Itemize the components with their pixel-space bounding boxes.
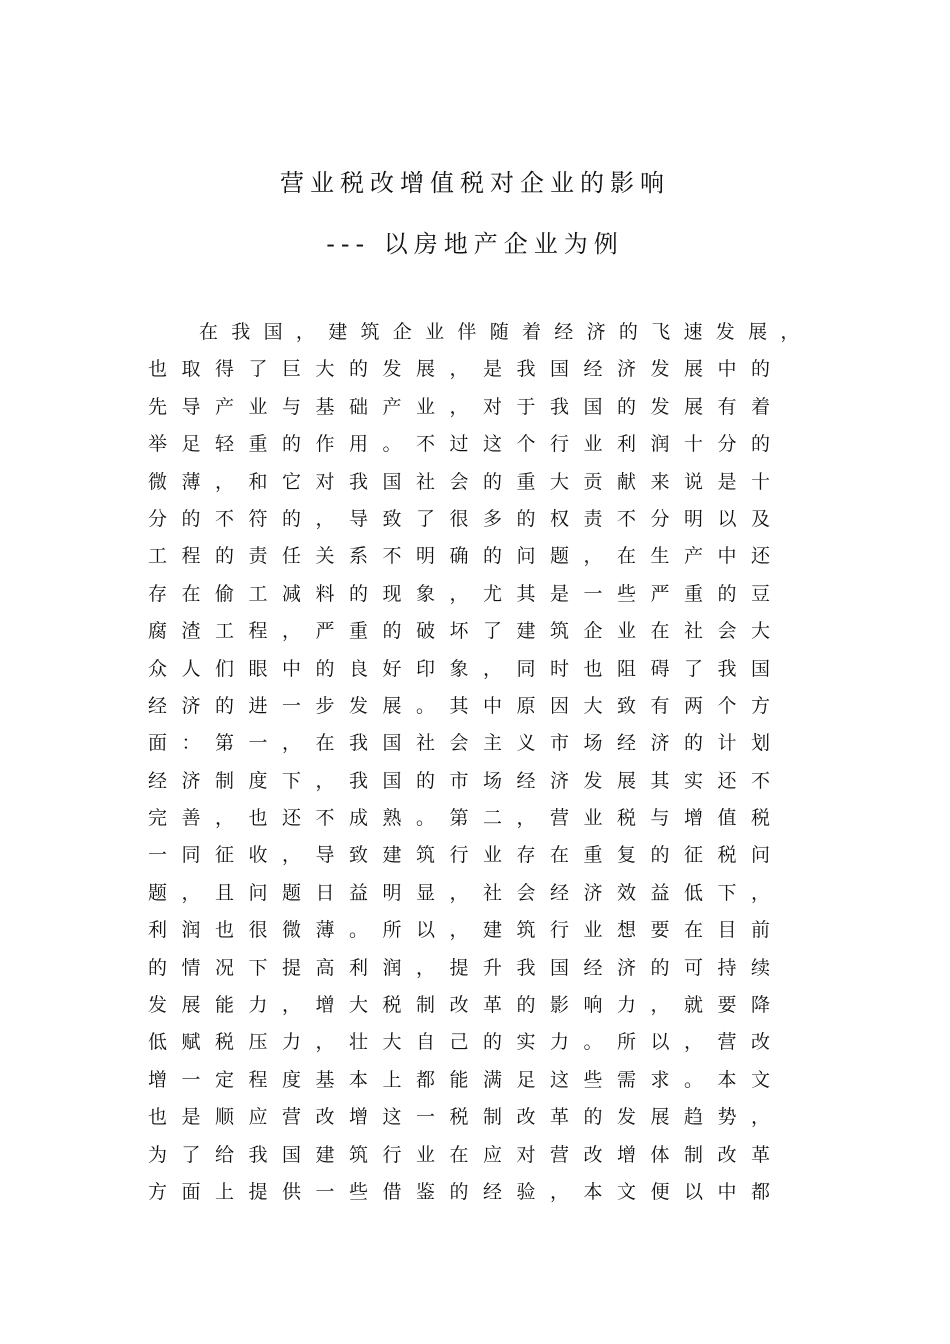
body-line: 一同征收，导致建筑行业存在重复的征税问 — [148, 844, 785, 867]
body-line: 举足轻重的作用。不过这个行业利润十分的 — [148, 433, 785, 456]
body-line: 微薄，和它对我国社会的重大贡献来说是十 — [148, 470, 785, 493]
body-line: 经济的进一步发展。其中原因大致有两个方 — [148, 694, 785, 717]
body-line: 分的不符的，导致了很多的权责不分明以及 — [148, 507, 785, 530]
body-line: 众人们眼中的良好印象，同时也阻碍了我国 — [148, 657, 785, 680]
body-line: 也取得了巨大的发展，是我国经济发展中的 — [148, 358, 785, 381]
body-line: 面：第一，在我国社会主义市场经济的计划 — [148, 732, 785, 755]
body-line: 存在偷工减料的现象，尤其是一些严重的豆 — [148, 582, 785, 605]
body-line: 工程的责任关系不明确的问题，在生产中还 — [148, 545, 785, 568]
body-line: 方面上提供一些借鉴的经验，本文便以中都 — [148, 1180, 785, 1203]
body-line: 也是顺应营改增这一税制改革的发展趋势， — [148, 1106, 785, 1129]
body-line: 利润也很微薄。所以，建筑行业想要在目前 — [148, 919, 785, 942]
document-title: 营业税改增值税对企业的影响 — [280, 169, 670, 197]
body-line: 题，且问题日益明显，社会经济效益低下， — [148, 881, 785, 904]
body-line: 低赋税压力，壮大自己的实力。所以，营改 — [148, 1031, 785, 1054]
body-line: 的情况下提高利润，提升我国经济的可持续 — [148, 956, 785, 979]
body-line: 发展能力，增大税制改革的影响力，就要降 — [148, 994, 785, 1017]
body-line: 完善，也还不成熟。第二，营业税与增值税 — [148, 807, 785, 830]
body-line: 经济制度下，我国的市场经济发展其实还不 — [148, 769, 785, 792]
body-line: 腐渣工程，严重的破坏了建筑企业在社会大 — [148, 620, 785, 643]
body-line: 为了给我国建筑行业在应对营改增体制改革 — [148, 1143, 785, 1166]
document-subtitle: --- 以房地产企业为例 — [326, 230, 624, 258]
body-paragraph — [148, 314, 828, 1211]
body-line: 先导产业与基础产业，对于我国的发展有着 — [148, 395, 785, 418]
body-line: 在我国，建筑企业伴随着经济的飞速发展， — [199, 321, 813, 343]
body-line: 增一定程度基本上都能满足这些需求。本文 — [148, 1068, 785, 1091]
